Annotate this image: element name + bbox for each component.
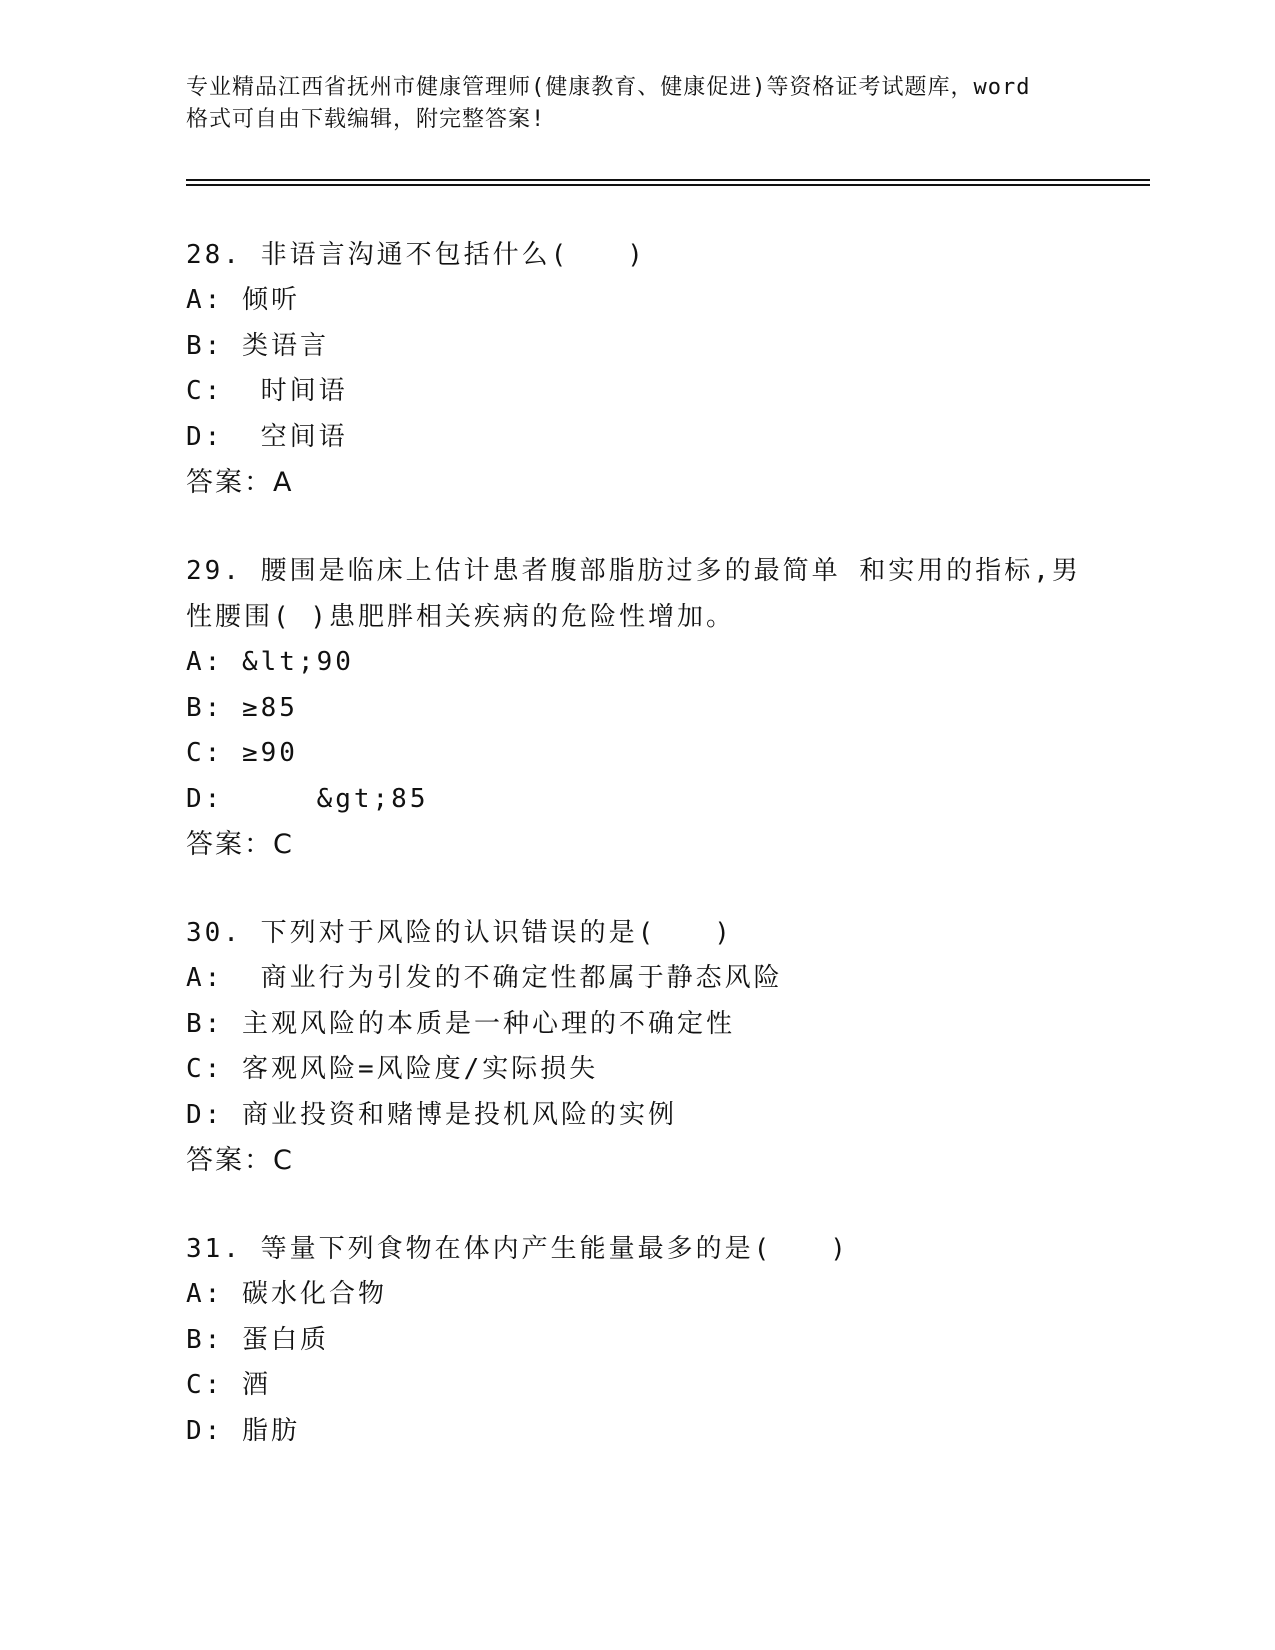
option-b: B: 主观风险的本质是一种心理的不确定性 <box>186 1008 735 1039</box>
option-d: D: 商业投资和赌博是投机风险的实例 <box>186 1099 677 1130</box>
question-30 <box>186 910 1086 1184</box>
answer-line: 答案：A <box>186 467 294 498</box>
question-stem: 28. 非语言沟通不包括什么( ) <box>186 240 646 270</box>
option-b: B: ≥85 <box>186 692 298 723</box>
option-a: A: 倾听 <box>186 285 300 315</box>
option-b: B: 蛋白质 <box>186 1324 329 1355</box>
header-line-2: 格式可自由下载编辑，附完整答案! <box>186 107 546 132</box>
option-a: A: 碳水化合物 <box>186 1279 387 1309</box>
header-divider-top <box>186 179 1150 181</box>
question-stem-continued: 性腰围( )患肥胖相关疾病的危险性增加。 <box>186 602 735 632</box>
question-list <box>186 232 1086 1496</box>
question-stem: 30. 下列对于风险的认识错误的是( ) <box>186 918 733 948</box>
header-divider-bottom <box>186 184 1150 186</box>
question-28 <box>186 232 1086 506</box>
option-d: D: 脂肪 <box>186 1415 300 1446</box>
answer-line: 答案：C <box>186 829 294 860</box>
question-stem: 31. 等量下列食物在体内产生能量最多的是( ) <box>186 1234 849 1264</box>
header-line-1: 专业精品江西省抚州市健康管理师(健康教育、健康促进)等资格证考试题库，word <box>186 75 1031 100</box>
option-c: C: ≥90 <box>186 738 298 768</box>
option-d: D: &gt;85 <box>186 783 429 814</box>
option-c: C: 酒 <box>186 1370 271 1400</box>
option-a: A: &lt;90 <box>186 647 354 677</box>
option-c: C: 时间语 <box>186 376 348 406</box>
question-31 <box>186 1226 1086 1454</box>
question-stem: 29. 腰围是临床上估计患者腹部脂肪过多的最简单 和实用的指标,男 <box>186 556 1081 586</box>
option-c: C: 客观风险=风险度/实际损失 <box>186 1054 599 1084</box>
question-29 <box>186 548 1086 868</box>
option-a: A: 商业行为引发的不确定性都属于静态风险 <box>186 963 783 993</box>
option-b: B: 类语言 <box>186 330 329 361</box>
answer-line: 答案：C <box>186 1145 294 1176</box>
option-d: D: 空间语 <box>186 421 348 452</box>
document-header <box>186 72 1086 136</box>
